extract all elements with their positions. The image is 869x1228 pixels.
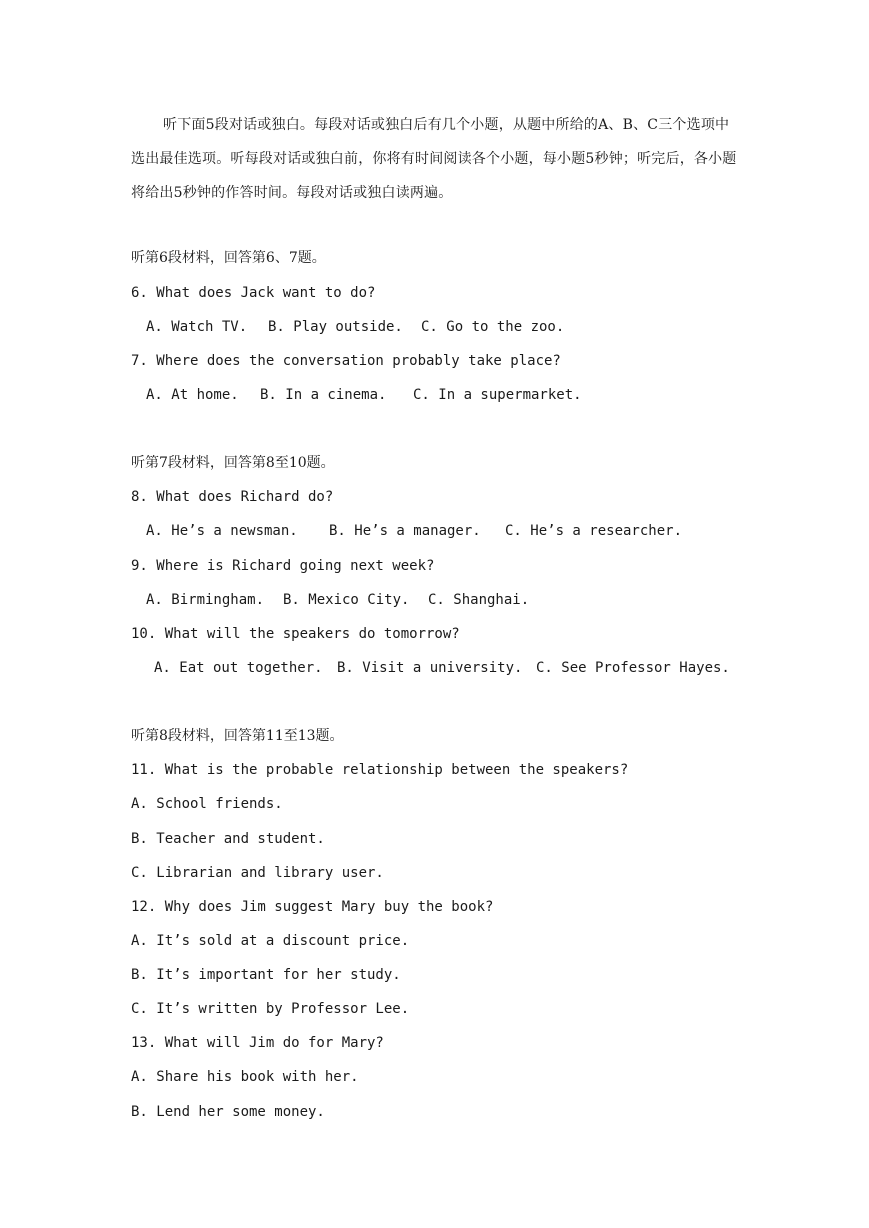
question-6-option-b: B. Play outside. xyxy=(268,319,403,335)
question-7-option-a: A. At home. xyxy=(146,387,239,403)
question-13-option-b: B. Lend her some money. xyxy=(131,1104,325,1120)
question-8-option-b: B. He’s a manager. xyxy=(329,523,481,539)
question-13-option-a: A. Share his book with her. xyxy=(131,1069,359,1085)
question-9-option-c: C. Shanghai. xyxy=(428,592,530,608)
question-12-option-b: B. It’s important for her study. xyxy=(131,967,401,983)
section-6-heading: 听第6段材料，回答第6、7题。 xyxy=(131,250,326,266)
question-7-option-b: B. In a cinema. xyxy=(260,387,387,403)
question-11: 11. What is the probable relationship between the speakers? xyxy=(131,762,629,778)
question-8-option-a: A. He’s a newsman. xyxy=(146,523,298,539)
question-12: 12. Why does Jim suggest Mary buy the book? xyxy=(131,899,494,915)
question-11-option-b: B. Teacher and student. xyxy=(131,831,325,847)
question-10: 10. What will the speakers do tomorrow? xyxy=(131,626,460,642)
question-13: 13. What will Jim do for Mary? xyxy=(131,1035,384,1051)
question-8-option-c: C. He’s a researcher. xyxy=(505,523,683,539)
question-9-option-a: A. Birmingham. xyxy=(146,592,265,608)
question-12-option-a: A. It’s sold at a discount price. xyxy=(131,933,410,949)
question-10-option-a: A. Eat out together. xyxy=(154,660,323,676)
question-7: 7. Where does the conversation probably take place? xyxy=(131,353,561,369)
listening-instructions: 听下面5段对话或独白。每段对话或独白后有几个小题，从题中所给的A、B、C三个选项中选出最佳选项。听每段对话或独白前，你将有时间阅读各个小题，每小题5秒钟；听完后，各小题将给出5秒钟的作答时间。每段对话或独白读两遍。 xyxy=(131,117,737,201)
question-12-option-c: C. It’s written by Professor Lee. xyxy=(131,1001,410,1017)
question-11-option-c: C. Librarian and library user. xyxy=(131,865,384,881)
question-8: 8. What does Richard do? xyxy=(131,489,334,505)
question-6-option-c: C. Go to the zoo. xyxy=(421,319,565,335)
question-10-option-c: C. See Professor Hayes. xyxy=(536,660,730,676)
section-7-heading: 听第7段材料，回答第8至10题。 xyxy=(131,455,335,471)
question-9-option-b: B. Mexico City. xyxy=(283,592,410,608)
question-7-option-c: C. In a supermarket. xyxy=(413,387,582,403)
question-6-option-a: A. Watch TV. xyxy=(146,319,248,335)
question-10-option-b: B. Visit a university. xyxy=(337,660,523,676)
question-6: 6. What does Jack want to do? xyxy=(131,285,376,301)
section-8-heading: 听第8段材料，回答第11至13题。 xyxy=(131,728,344,744)
question-9: 9. Where is Richard going next week? xyxy=(131,558,435,574)
question-11-option-a: A. School friends. xyxy=(131,796,283,812)
